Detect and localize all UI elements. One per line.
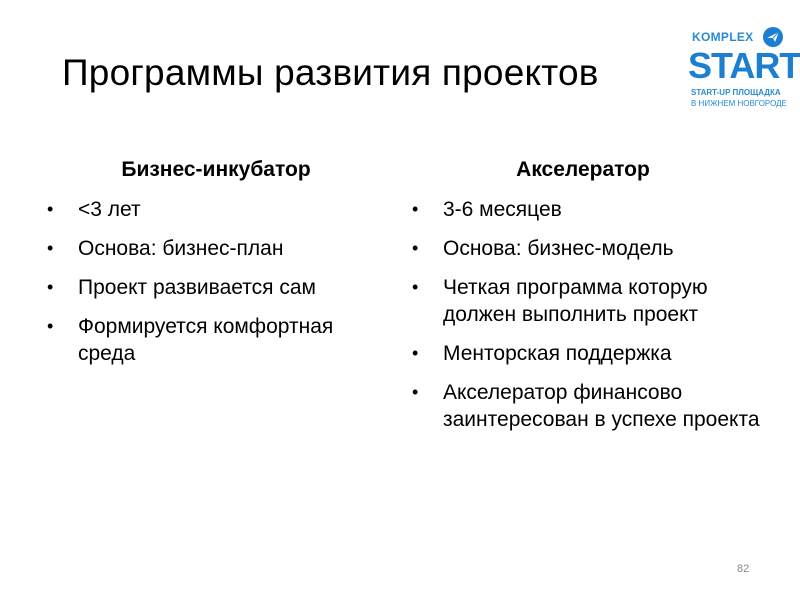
incubator-column <box>40 158 390 379</box>
bullet-icon: • <box>412 343 419 363</box>
list-item: • Основа: бизнес-модель <box>412 237 674 260</box>
komplex-start-logo <box>688 26 800 116</box>
list-item: • Основа: бизнес-план <box>47 237 284 260</box>
list-item: • <3 лет <box>47 198 141 221</box>
accelerator-column <box>405 158 765 445</box>
bullet-icon: • <box>412 238 419 258</box>
list-item: • Проект развивается сам <box>47 276 316 299</box>
bullet-icon: • <box>412 199 419 219</box>
logo-subtitle-line1: START-UP ПЛОЩАДКА <box>691 88 781 97</box>
list-item: • Менторская поддержка <box>412 342 672 365</box>
page-number: 82 <box>737 563 750 575</box>
bullet-icon: • <box>47 277 54 297</box>
incubator-list <box>40 196 390 367</box>
bullet-icon: • <box>47 238 54 258</box>
logo-subtitle-line2: В НИЖНЕМ НОВГОРОДЕ <box>691 99 787 108</box>
list-item: • Формируется комфортная среда <box>47 315 334 365</box>
logo-top-text: KOMPLEX <box>692 30 754 44</box>
list-item: • Четкая программа которую должен выполнить проект <box>412 276 708 326</box>
slide-title: Программы развития проектов <box>62 52 599 93</box>
list-item: • 3-6 месяцев <box>412 198 562 221</box>
accelerator-heading: Акселератор <box>516 158 650 181</box>
incubator-heading: Бизнес-инкубатор <box>121 158 311 181</box>
logo-main-text: START <box>688 45 800 86</box>
bullet-icon: • <box>47 199 54 219</box>
bullet-icon: • <box>47 316 54 336</box>
bullet-icon: • <box>412 382 419 402</box>
list-item: • Акселератор финансово заинтересован в успехе проекта <box>412 381 760 431</box>
bullet-icon: • <box>412 277 419 297</box>
accelerator-list <box>405 196 765 433</box>
